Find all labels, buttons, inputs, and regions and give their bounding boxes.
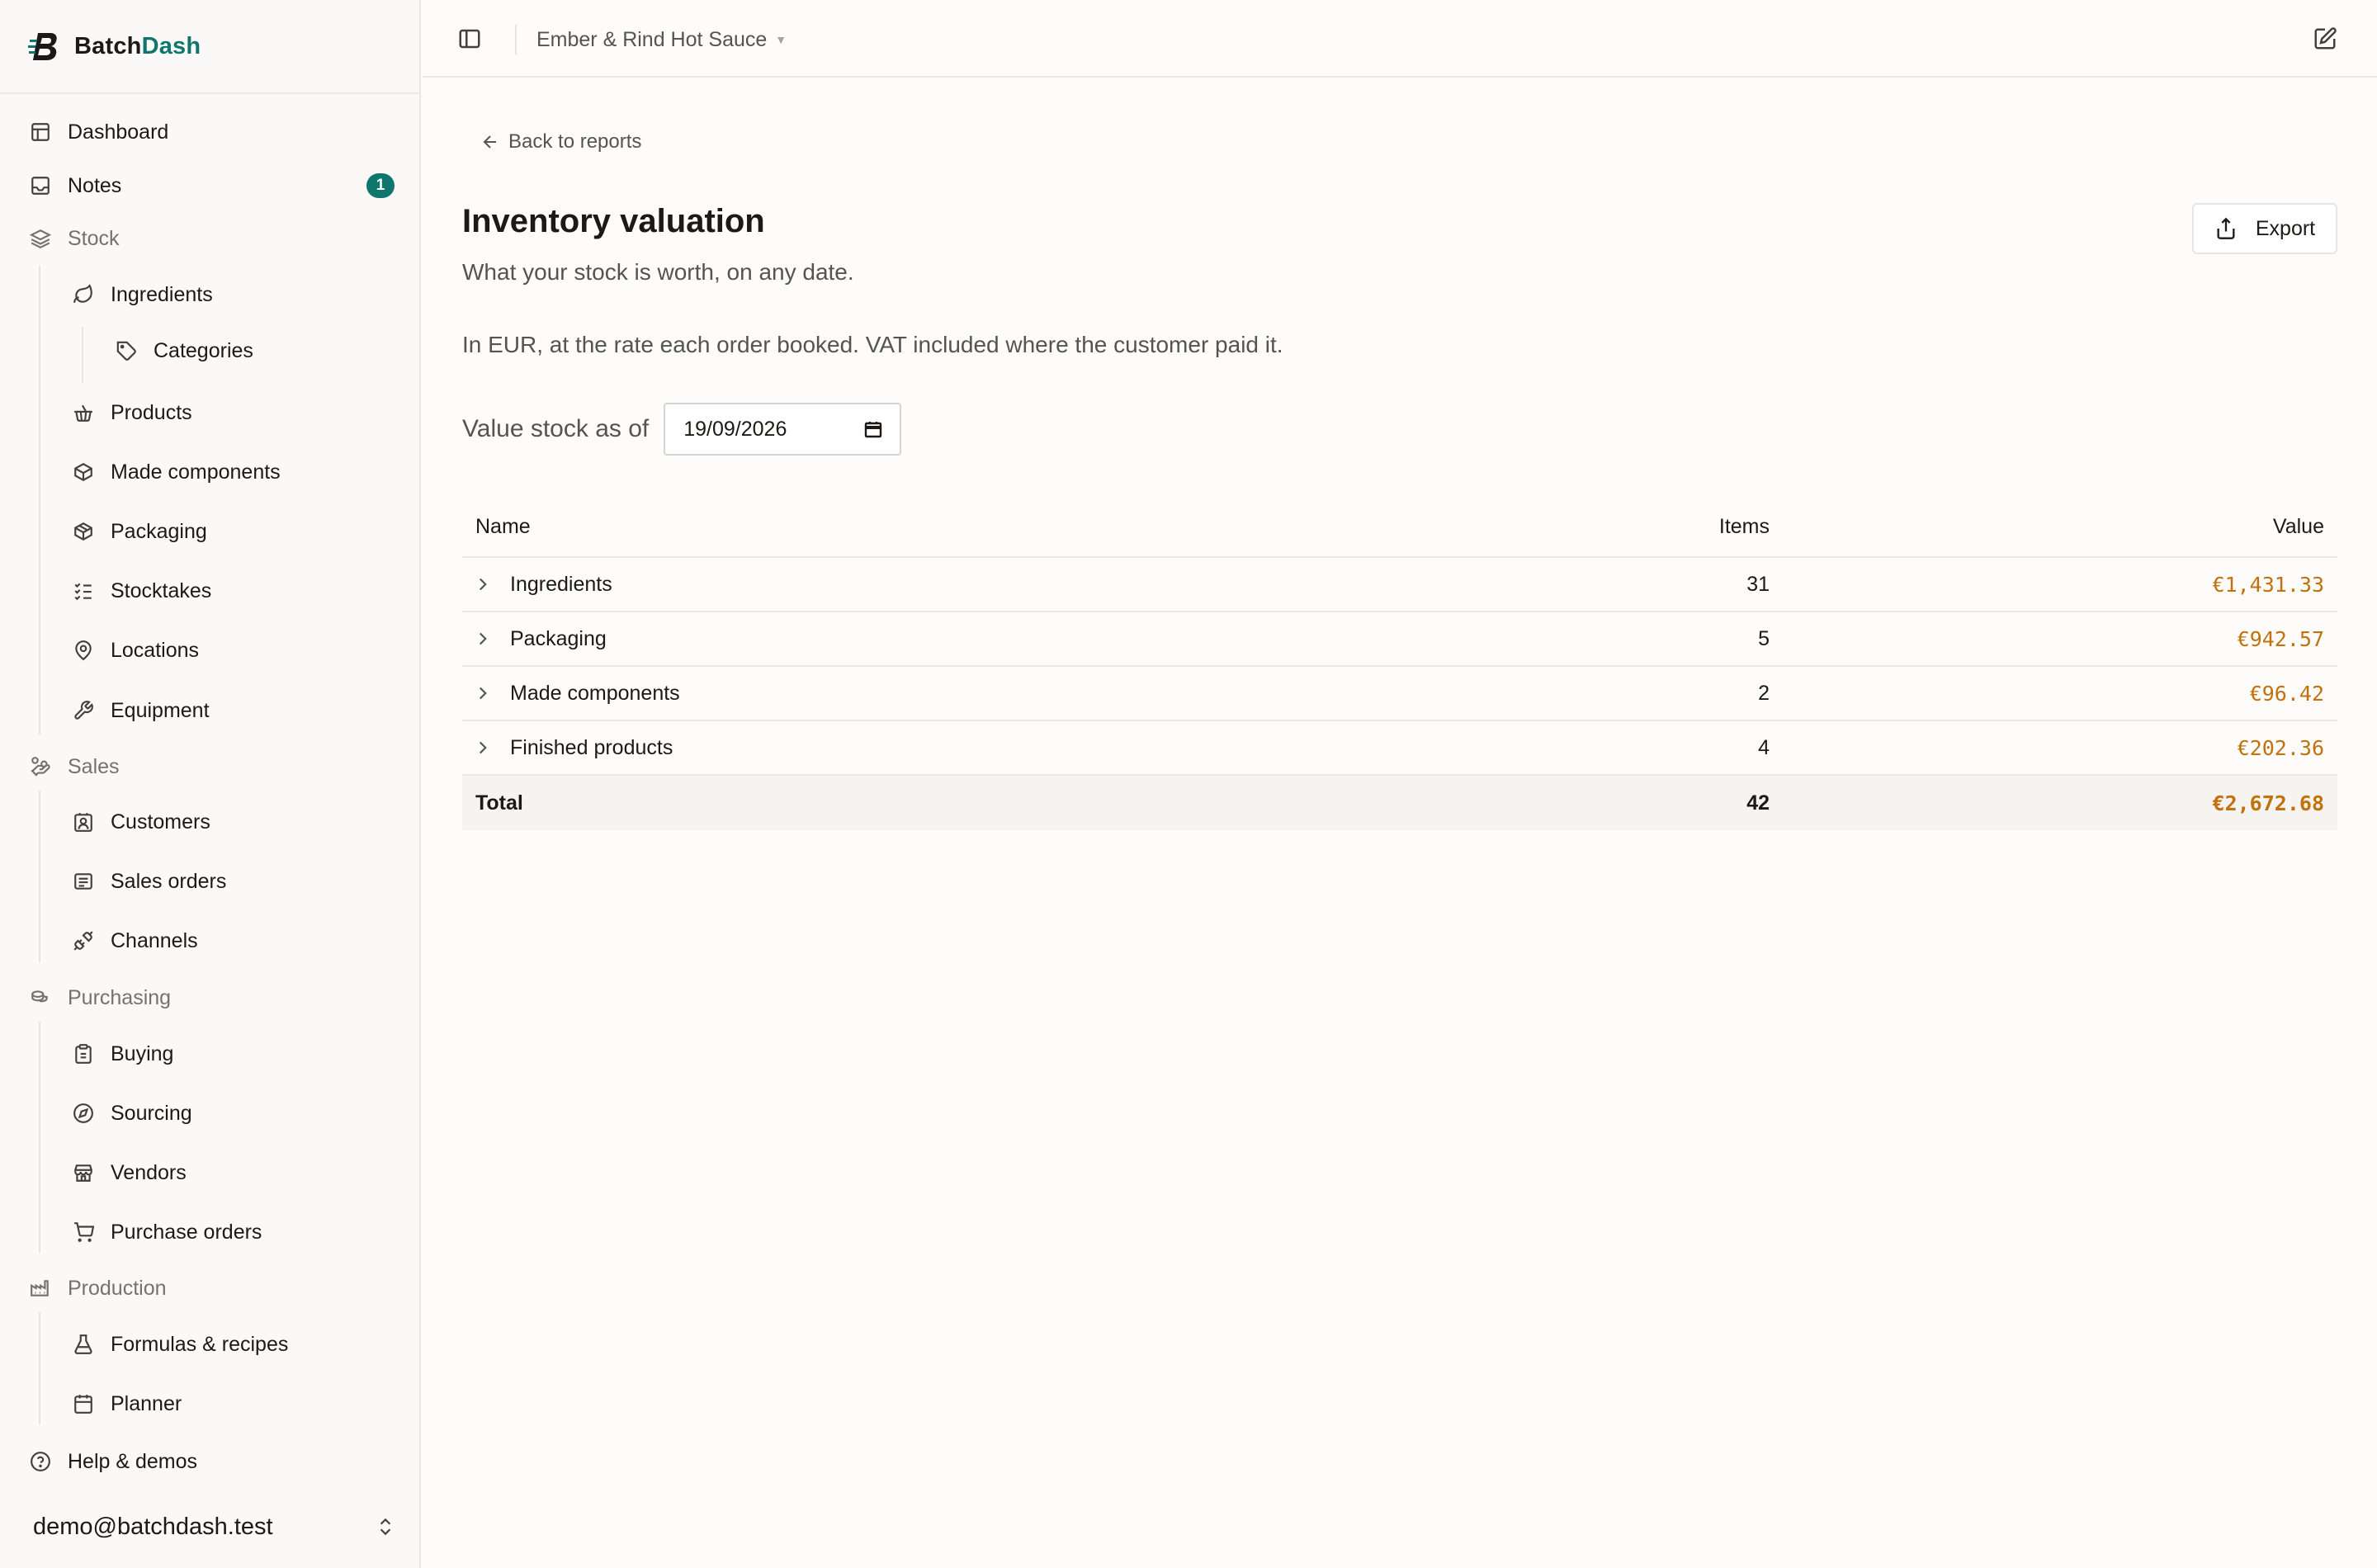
currency-note: In EUR, at the rate each order booked. VAT included where the customer paid it. <box>462 332 1283 357</box>
sidebar-item-customers[interactable] <box>71 799 210 845</box>
brand-name-suffix: Dash <box>141 32 201 59</box>
stock-tree-line <box>39 266 40 734</box>
sidebar-item-label: Stock <box>68 226 120 250</box>
sidebar-item-packaging[interactable] <box>71 508 207 555</box>
row-items: 31 <box>1746 572 1770 596</box>
toggle-sidebar-icon[interactable] <box>457 26 482 51</box>
sidebar-item-label: Products <box>111 400 192 424</box>
contact-icon <box>71 810 96 834</box>
table-header <box>462 497 2337 558</box>
sidebar-group-sales[interactable] <box>28 744 120 790</box>
user-menu[interactable] <box>33 1504 396 1550</box>
coins-icon <box>28 985 53 1010</box>
chevron-right-icon[interactable] <box>472 574 494 595</box>
sidebar-item-stocktakes[interactable] <box>71 568 211 614</box>
back-link-label: Back to reports <box>508 130 642 153</box>
caret-down-icon: ▼ <box>775 33 787 46</box>
sidebar-group-stock[interactable] <box>28 215 120 262</box>
valuation-table <box>462 497 2337 830</box>
chevrons-up-down-icon <box>375 1516 396 1537</box>
valuation-date-row <box>462 403 901 456</box>
sidebar-item-label: Purchasing <box>68 985 172 1009</box>
sidebar-item-purchase-orders[interactable] <box>71 1209 262 1255</box>
page-subtitle: What your stock is worth, on any date. <box>462 259 854 285</box>
row-value: €1,431.33 <box>2212 572 2324 597</box>
header-items: Items <box>1718 514 1770 538</box>
package-icon <box>71 519 96 544</box>
layout-icon <box>28 120 53 144</box>
sidebar-item-label: Channels <box>111 928 198 952</box>
chevron-right-icon[interactable] <box>472 737 494 758</box>
wrench-icon <box>71 698 96 723</box>
edit-square-icon[interactable] <box>2313 26 2337 51</box>
arrow-left-icon <box>480 132 500 152</box>
sidebar-item-help[interactable] <box>28 1438 197 1485</box>
sidebar-item-label: Packaging <box>111 519 207 543</box>
sidebar-item-locations[interactable] <box>71 627 199 673</box>
leaf-icon <box>71 282 96 307</box>
top-bar <box>423 0 2377 78</box>
sidebar-item-label: Categories <box>154 338 253 362</box>
sidebar-item-label: Sourcing <box>111 1101 192 1125</box>
chevron-right-icon[interactable] <box>472 682 494 704</box>
sidebar-item-label: Made components <box>111 460 281 484</box>
sidebar-item-label: Equipment <box>111 698 210 722</box>
row-name-cell <box>462 736 673 760</box>
sidebar-item-sales-orders[interactable] <box>71 858 226 904</box>
row-name: Packaging <box>510 626 607 650</box>
table-row[interactable] <box>462 558 2337 612</box>
table-row[interactable] <box>462 612 2337 667</box>
row-name: Made components <box>510 681 680 705</box>
row-value: €202.36 <box>2237 735 2324 760</box>
total-label: Total <box>475 791 523 815</box>
clipboard-icon <box>71 1041 96 1066</box>
sidebar-item-label: Notes <box>68 173 122 197</box>
row-items: 5 <box>1758 626 1770 650</box>
basket-icon <box>71 400 96 425</box>
export-button[interactable] <box>2192 203 2337 254</box>
purchasing-tree-line <box>39 1022 40 1253</box>
row-name: Finished products <box>510 735 673 759</box>
table-total-row <box>462 776 2337 830</box>
receipt-icon <box>71 869 96 894</box>
sidebar-group-purchasing[interactable] <box>28 975 171 1021</box>
flask-icon <box>71 1332 96 1357</box>
row-name-cell <box>462 682 680 706</box>
box-icon <box>71 460 96 484</box>
inbox-icon <box>28 173 53 198</box>
header-name: Name <box>475 514 531 538</box>
export-label: Export <box>2255 216 2316 240</box>
brand[interactable] <box>28 25 201 68</box>
sidebar-group-production[interactable] <box>28 1265 167 1311</box>
total-items: 42 <box>1746 791 1770 815</box>
hand-coins-icon <box>28 754 53 779</box>
brand-name <box>74 33 201 60</box>
sidebar-item-label: Sales orders <box>111 869 227 893</box>
topbar-divider <box>515 25 517 54</box>
user-email: demo@batchdash.test <box>33 1513 273 1540</box>
sidebar-item-planner[interactable] <box>71 1381 182 1427</box>
share-icon <box>2214 217 2238 240</box>
sidebar-item-label: Production <box>68 1276 167 1300</box>
sidebar-item-label: Ingredients <box>111 282 213 306</box>
batchdash-logo-icon <box>28 30 61 63</box>
calendar-picker-icon[interactable] <box>863 419 883 439</box>
table-row[interactable] <box>462 667 2337 721</box>
sidebar-item-label: Purchase orders <box>111 1220 262 1244</box>
workspace-name: Ember & Rind Hot Sauce <box>536 27 768 51</box>
calendar-icon <box>71 1391 96 1416</box>
cart-icon <box>71 1220 96 1244</box>
sidebar-item-products[interactable] <box>71 390 192 436</box>
compass-icon <box>71 1101 96 1126</box>
sidebar-item-channels[interactable] <box>71 918 198 964</box>
plug-icon <box>71 928 96 953</box>
sidebar-item-formulas[interactable] <box>71 1321 288 1367</box>
sidebar-item-label: Planner <box>111 1391 182 1415</box>
checklist-icon <box>71 579 96 603</box>
sidebar-item-label: Vendors <box>111 1160 187 1184</box>
chevron-right-icon[interactable] <box>472 628 494 649</box>
sidebar-item-label: Dashboard <box>68 120 169 144</box>
sidebar-item-label: Stocktakes <box>111 579 212 602</box>
page-title: Inventory valuation <box>462 203 765 239</box>
sidebar-item-buying[interactable] <box>71 1031 173 1077</box>
row-name: Ingredients <box>510 572 612 596</box>
sidebar-item-dashboard[interactable] <box>28 109 168 155</box>
production-tree-line <box>39 1312 40 1424</box>
ingredients-tree-line <box>82 327 83 383</box>
sidebar-item-label: Sales <box>68 754 120 778</box>
row-items: 4 <box>1758 735 1770 759</box>
header-value: Value <box>2272 514 2324 538</box>
sidebar-item-vendors[interactable] <box>71 1150 187 1196</box>
sidebar-item-label: Help & demos <box>68 1449 198 1473</box>
sidebar-item-categories[interactable] <box>114 328 253 374</box>
row-name-cell <box>462 573 612 597</box>
date-label: Value stock as of <box>462 415 650 442</box>
total-value: €2,672.68 <box>2212 791 2324 815</box>
sidebar-item-label: Locations <box>111 638 200 662</box>
factory-icon <box>28 1276 53 1301</box>
back-to-reports-link[interactable] <box>480 127 641 157</box>
tag-icon <box>114 338 139 363</box>
notes-count-badge: 1 <box>366 173 395 198</box>
row-items: 2 <box>1758 681 1770 705</box>
sidebar-item-ingredients[interactable] <box>71 272 213 318</box>
row-value: €942.57 <box>2237 626 2324 651</box>
brand-name-prefix: Batch <box>74 32 142 59</box>
valuation-date-input[interactable] <box>664 403 901 456</box>
sidebar-item-label: Customers <box>111 810 210 834</box>
help-circle-icon <box>28 1449 53 1474</box>
sidebar-item-sourcing[interactable] <box>71 1090 192 1136</box>
sidebar-item-label: Buying <box>111 1041 174 1065</box>
layers-icon <box>28 226 53 251</box>
sidebar-item-label: Formulas & recipes <box>111 1332 289 1356</box>
map-pin-icon <box>71 638 96 663</box>
row-name-cell <box>462 627 607 651</box>
date-value: 19/09/2026 <box>683 417 787 441</box>
workspace-switcher[interactable] <box>536 25 787 54</box>
sidebar-item-made-components[interactable] <box>71 449 281 495</box>
sidebar <box>0 0 421 1568</box>
table-row[interactable] <box>462 721 2337 776</box>
sales-tree-line <box>39 791 40 962</box>
brand-divider <box>0 92 419 94</box>
sidebar-item-notes[interactable] <box>28 163 121 209</box>
store-icon <box>71 1160 96 1185</box>
row-value: €96.42 <box>2249 681 2324 706</box>
sidebar-item-equipment[interactable] <box>71 687 210 734</box>
